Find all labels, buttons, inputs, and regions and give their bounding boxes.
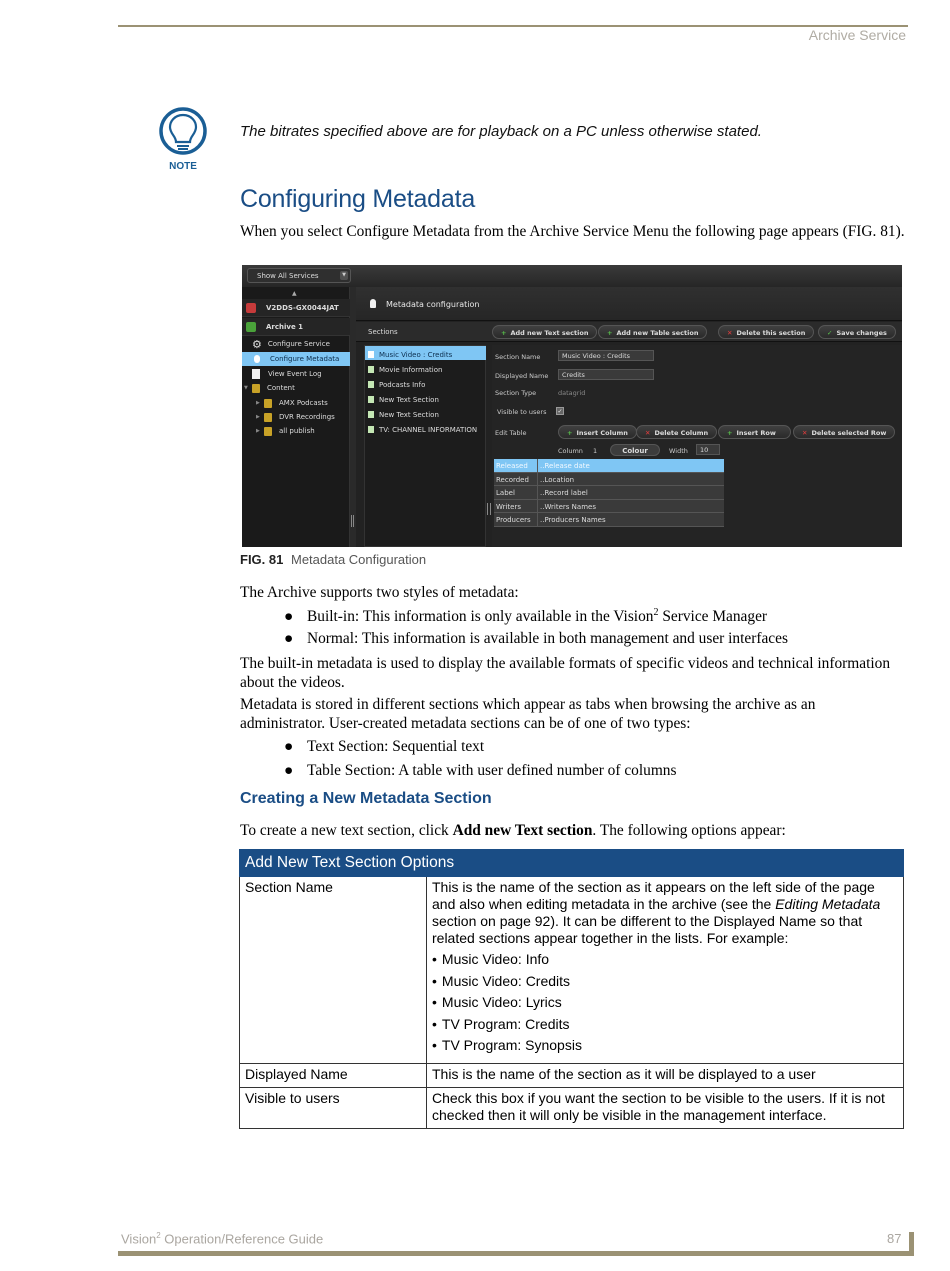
section-item[interactable] (365, 421, 486, 435)
section-type-value: datagrid (558, 389, 586, 397)
grid-cell[interactable]: ..Location (540, 475, 575, 484)
chevron-down-icon: ▼ (340, 271, 348, 280)
delete-x-icon: ✕ (802, 429, 808, 437)
document-icon (252, 369, 260, 379)
tree-item-label: Configure Metadata (270, 355, 340, 363)
delete-row-button[interactable] (793, 425, 895, 439)
intro-paragraph: When you select Configure Metadata from the Archive Service Menu the following page appears (FIG. 81). (240, 223, 905, 240)
table-row[interactable] (494, 459, 724, 473)
delete-column-button[interactable] (636, 425, 717, 439)
tree-configure-service[interactable] (252, 337, 330, 351)
add-text-section-button[interactable] (492, 325, 597, 339)
save-changes-button[interactable] (818, 325, 896, 339)
bullet-item (284, 607, 767, 626)
header-rule (118, 25, 908, 27)
bullet-text: Normal: This information is available in both management and user interfaces (307, 630, 788, 647)
option-name: Section Name (240, 877, 427, 1064)
section-item[interactable] (365, 391, 486, 405)
plus-icon: + (607, 329, 613, 337)
colour-select[interactable] (610, 444, 660, 456)
panel-header (356, 287, 902, 321)
tree-item-label: all publish (279, 427, 315, 435)
bullet-item (284, 738, 484, 756)
note-text: The bitrates specified above are for playback on a PC unless otherwise stated. (240, 123, 762, 140)
list-item: • Music Video: Info (432, 951, 898, 968)
bullet-text: Text Section: Sequential text (307, 738, 485, 755)
sections-list (364, 345, 486, 547)
lightbulb-icon (370, 299, 376, 308)
table-title: Add New Text Section Options (240, 850, 904, 877)
section-icon (368, 411, 374, 418)
option-description: Check this box if you want the section to be visible to the users. If it is not checked then it will only be visible in the management interface. (427, 1087, 904, 1128)
figure-caption-text: Metadata Configuration (290, 552, 427, 567)
width-field[interactable]: 10 (696, 444, 720, 455)
section-icon (368, 351, 374, 358)
resize-grip-icon[interactable] (351, 515, 354, 527)
table-row (240, 877, 904, 1064)
option-description (427, 877, 904, 1064)
folder-icon (264, 413, 272, 422)
folder-icon (264, 399, 272, 408)
paragraph-text: . The following options appear: (592, 822, 786, 839)
paragraph-text: To create a new text section, click (240, 822, 453, 839)
section-icon (368, 396, 374, 403)
sections-toolbar (356, 322, 902, 342)
table-header-row (240, 850, 904, 877)
tree-configure-metadata[interactable] (242, 352, 350, 366)
grid-cell[interactable]: ..Record label (540, 489, 588, 497)
service-select[interactable] (247, 268, 351, 283)
plus-icon: + (567, 429, 573, 437)
plus-icon: + (501, 329, 507, 337)
button-label: Add new Table section (616, 329, 699, 337)
section-item[interactable] (365, 406, 486, 420)
visible-checkbox[interactable]: ✓ (557, 408, 563, 415)
device-name: V2DDS-GX0044JAT (266, 303, 339, 312)
section-item[interactable] (365, 346, 486, 360)
example-list (432, 951, 898, 1054)
bullet-icon: ● (284, 738, 294, 755)
service-tree (242, 287, 350, 547)
paragraph: Metadata is stored in different sections which appear as tabs when browsing the archive as an administrator. User-created metadata sections can be of one of two types: (240, 696, 816, 732)
device-row[interactable] (242, 299, 350, 317)
grid-cell[interactable]: Label (494, 486, 538, 499)
insert-column-button[interactable] (558, 425, 637, 439)
button-label: Insert Row (736, 429, 776, 437)
resize-grip-icon[interactable] (487, 503, 491, 515)
note-lightbulb-icon (157, 107, 209, 173)
scroll-up-icon[interactable]: ▲ (292, 290, 297, 297)
bullet-icon: ● (284, 762, 294, 779)
grid-cell[interactable]: ..Writers Names (540, 502, 596, 511)
options-table (239, 849, 904, 1129)
metadata-grid (494, 459, 724, 527)
metadata-config-screenshot (242, 265, 902, 547)
section-label: TV: CHANNEL INFORMATION (379, 425, 478, 434)
tree-content[interactable] (244, 381, 295, 395)
note-label: NOTE (169, 161, 197, 172)
list-item: • Music Video: Credits (432, 973, 898, 990)
section-type-label: Section Type (495, 389, 537, 397)
expand-right-icon[interactable]: ▶ (256, 400, 260, 406)
section-label: Movie Information (379, 365, 443, 374)
table-row[interactable] (494, 486, 724, 500)
edit-table-label: Edit Table (495, 429, 527, 437)
tree-all-publish[interactable] (256, 424, 315, 438)
tree-amx-podcasts[interactable] (256, 396, 328, 410)
footer-rule-corner (909, 1232, 914, 1254)
table-row[interactable] (494, 500, 724, 514)
grid-cell[interactable]: Writers (494, 500, 538, 513)
figure-number: FIG. 81 (240, 552, 284, 567)
colour-label: Colour (622, 447, 648, 455)
option-name: Displayed Name (240, 1063, 427, 1087)
tree-item-label: DVR Recordings (279, 413, 335, 421)
superscript: 2 (156, 1231, 161, 1240)
insert-row-button[interactable] (718, 425, 791, 439)
section-label: New Text Section (379, 410, 439, 419)
gear-icon: ⚙ (252, 337, 262, 351)
displayed-name-label: Displayed Name (495, 372, 549, 380)
table-row[interactable] (494, 473, 724, 487)
lightbulb-icon (254, 355, 260, 363)
footer-title (121, 1231, 323, 1246)
section-label: New Text Section (379, 395, 439, 404)
button-label: Save changes (836, 329, 887, 337)
checkmark-icon: ✓ (827, 329, 833, 337)
section-label: Podcasts Info (379, 380, 426, 389)
list-item: • TV Program: Credits (432, 1016, 898, 1033)
section-name-label: Section Name (495, 353, 541, 361)
section-icon (368, 381, 374, 388)
folder-icon (264, 427, 272, 436)
archive-name: Archive 1 (266, 322, 304, 331)
bullet-text: Built-in: This information is only available in the Vision (307, 608, 654, 626)
section-form (492, 345, 902, 547)
page-number: 87 (887, 1231, 902, 1246)
section-icon (368, 366, 374, 373)
panel-title: Metadata configuration (386, 300, 480, 309)
button-label: Add new Text section (510, 329, 589, 337)
tree-view-event-log[interactable] (252, 367, 322, 381)
option-description: This is the name of the section as it will be displayed to a user (427, 1063, 904, 1087)
footer-text: Vision (121, 1231, 157, 1247)
service-bar (242, 265, 902, 287)
section-item[interactable] (365, 361, 486, 375)
section-label: Music Video : Credits (379, 350, 453, 359)
list-item: • TV Program: Synopsis (432, 1037, 898, 1054)
table-row (240, 1087, 904, 1128)
button-label: Insert Column (576, 429, 628, 437)
archive-icon (246, 322, 256, 332)
figure-caption (240, 552, 426, 567)
delete-x-icon: ✕ (645, 429, 651, 437)
metadata-panel (356, 287, 902, 547)
tree-item-label: AMX Podcasts (279, 399, 328, 407)
cross-reference: Editing Metadata (775, 896, 881, 912)
column-value: 1 (593, 447, 598, 455)
footer-text: Operation/Reference Guide (160, 1231, 324, 1247)
plus-icon: + (727, 429, 733, 437)
button-label: Delete Column (654, 429, 709, 437)
bullet-icon: ● (284, 630, 294, 647)
paragraph: The Archive supports two styles of metadata: (240, 584, 519, 601)
sections-label: Sections (368, 328, 398, 336)
paragraph: The built-in metadata is used to display the available formats of specific videos and technical information about the videos. (240, 655, 891, 691)
width-label: Width (669, 447, 688, 455)
table-row (240, 1063, 904, 1087)
visible-label: Visible to users (497, 408, 547, 416)
grid-cell[interactable]: Released (494, 459, 538, 472)
section-item[interactable] (365, 376, 486, 390)
description-text: This is the name of the section as it appears on the left side of the page and also when editing metadata in the archive (see the (432, 879, 875, 912)
tree-dvr-recordings[interactable] (256, 410, 335, 424)
running-head: Archive Service (808, 27, 906, 43)
bullet-icon: ● (284, 608, 294, 626)
grid-cell[interactable]: Recorded (494, 473, 538, 486)
superscript: 2 (653, 607, 659, 618)
button-label: Delete this section (736, 329, 806, 337)
option-name: Visible to users (240, 1087, 427, 1128)
table-row[interactable] (494, 513, 724, 527)
column-label: Column (558, 447, 583, 455)
page-title: Configuring Metadata (240, 185, 476, 213)
archive-row[interactable] (242, 318, 350, 336)
bullet-text: Service Manager (658, 608, 768, 626)
subsection-title: Creating a New Metadata Section (240, 790, 492, 807)
add-table-section-button[interactable] (598, 325, 707, 339)
bullet-item (284, 762, 677, 780)
description-text: section on page 92). It can be different to the Displayed Name so that related sections appear together in the lists. For example: (432, 913, 863, 946)
paragraph-bold: Add new Text section (452, 822, 593, 839)
folder-icon (252, 384, 260, 393)
tree-item-label: Configure Service (267, 340, 330, 348)
bullet-text: Table Section: A table with user defined number of columns (307, 762, 677, 779)
grid-cell[interactable]: ..Release date (540, 462, 590, 470)
device-icon (246, 303, 256, 313)
bullet-item (284, 630, 788, 648)
displayed-name-field[interactable]: Credits (558, 369, 654, 380)
grid-cell[interactable]: Producers (494, 513, 538, 526)
delete-x-icon: ✕ (727, 329, 733, 337)
expand-down-icon[interactable]: ▼ (244, 385, 248, 391)
footer-rule (118, 1251, 914, 1256)
list-item: • Music Video: Lyrics (432, 994, 898, 1011)
paragraph (240, 821, 902, 840)
expand-right-icon[interactable]: ▶ (256, 414, 260, 420)
service-select-value: Show All Services (257, 272, 319, 280)
tree-item-label: Content (267, 384, 295, 392)
delete-section-button[interactable] (718, 325, 814, 339)
section-name-field[interactable]: Music Video : Credits (558, 350, 654, 361)
section-icon (368, 426, 374, 433)
tree-item-label: View Event Log (268, 370, 322, 378)
grid-cell[interactable]: ..Producers Names (540, 516, 606, 524)
button-label: Delete selected Row (811, 429, 887, 437)
expand-right-icon[interactable]: ▶ (256, 428, 260, 434)
